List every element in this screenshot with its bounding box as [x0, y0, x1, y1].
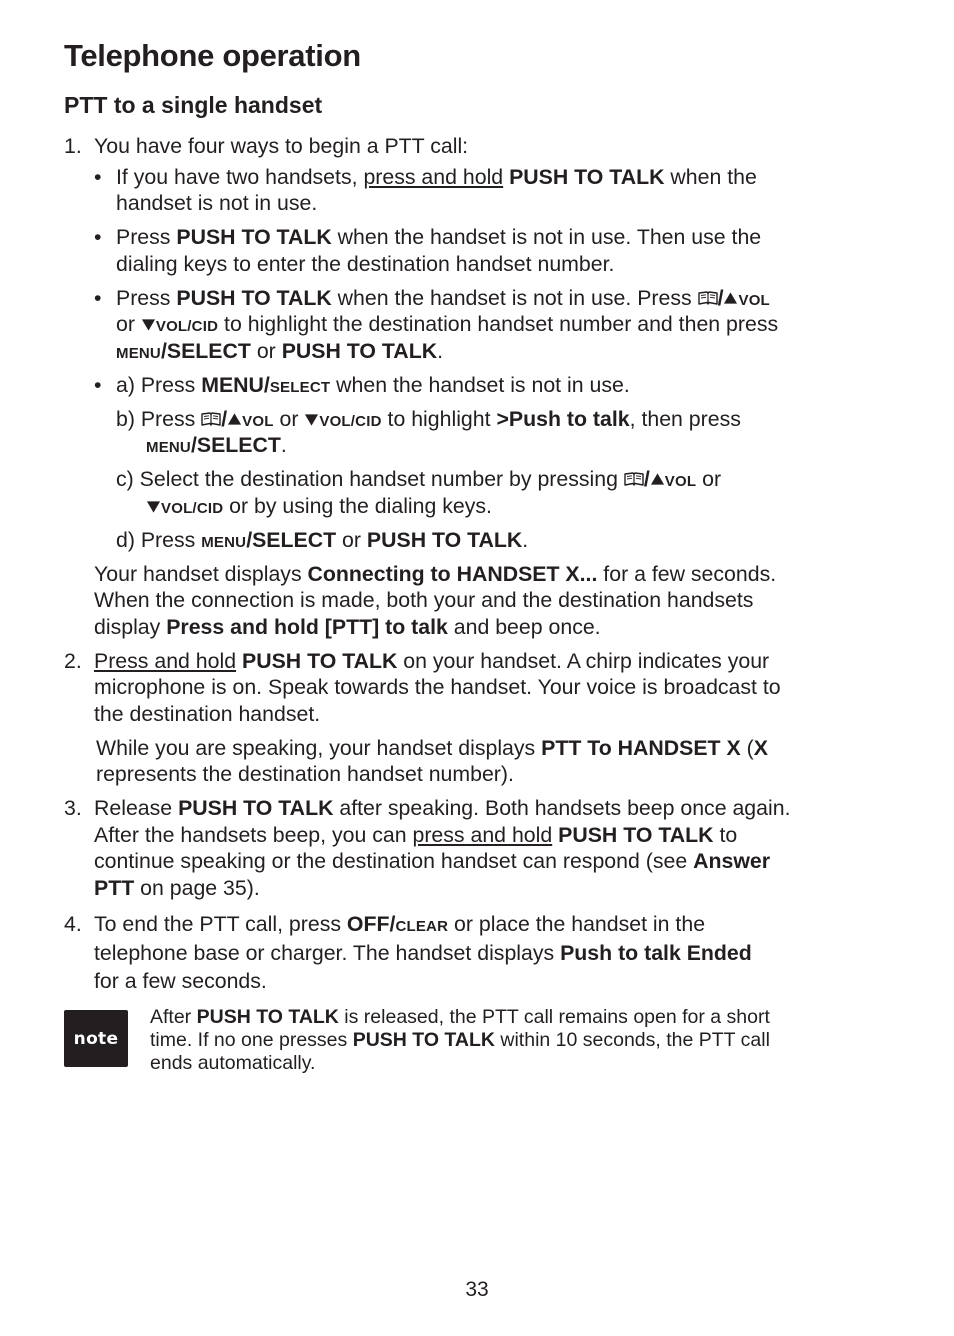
- step-2-para-2-line-1: While you are speaking, your handset displays PTT To HANDSET X (X: [96, 736, 768, 760]
- phonebook-icon: [698, 290, 718, 306]
- bullet-3-line-3: MENU/SELECT or PUSH TO TALK.: [116, 339, 443, 363]
- step-3-line-4: PTT on page 35).: [94, 876, 260, 900]
- bullet-3-line-1: Press PUSH TO TALK when the handset is not in use. Press / VOL: [116, 286, 770, 310]
- note-line-2: time. If no one presses PUSH TO TALK within 10 seconds, the PTT call: [150, 1029, 770, 1051]
- step-2-line-3: the destination handset.: [94, 702, 321, 726]
- note-badge: [64, 1010, 128, 1067]
- bullet-4-sub-a: a) Press MENU/SELECT when the handset is not in use.: [116, 373, 630, 397]
- step-3-line-2: After the handsets beep, you can press and hold PUSH TO TALK to: [94, 823, 738, 847]
- step-2-line-2: microphone is on. Speak towards the handset. Your voice is broadcast to: [94, 675, 781, 699]
- up-arrow-icon: [650, 472, 665, 486]
- down-arrow-icon: [141, 318, 156, 332]
- note-label: note: [73, 1028, 119, 1049]
- step-4-line-3: for a few seconds.: [94, 969, 267, 993]
- section-title: PTT to a single handset: [64, 92, 323, 118]
- bullet-4-sub-b: b) Press / VOL or VOL/CID to highlight >Push to talk, then press: [116, 407, 741, 431]
- step-number: 1.: [64, 134, 82, 158]
- page-number: 33: [465, 1278, 489, 1301]
- step-number: 4.: [64, 912, 82, 936]
- step-2-line-1: Press and hold PUSH TO TALK on your handset. A chirp indicates your: [94, 649, 770, 673]
- step-4-line-2: telephone base or charger. The handset displays Push to talk Ended: [94, 941, 752, 965]
- step-number: 3.: [64, 796, 82, 820]
- bullet-marker: •: [94, 165, 102, 189]
- up-arrow-icon: [723, 291, 738, 305]
- note-line-3: ends automatically.: [150, 1052, 316, 1074]
- phonebook-icon: [201, 411, 221, 427]
- step-2-para-2-line-2: represents the destination handset number).: [96, 762, 514, 786]
- step-4-line-1: To end the PTT call, press OFF/CLEAR or place the handset in the: [94, 912, 706, 936]
- bullet-marker: •: [94, 225, 102, 249]
- down-arrow-icon: [304, 413, 319, 427]
- phonebook-icon: [624, 471, 644, 487]
- bullet-2-line-1: Press PUSH TO TALK when the handset is not in use. Then use the: [116, 225, 762, 249]
- bullet-4-sub-d: d) Press MENU/SELECT or PUSH TO TALK.: [116, 528, 529, 552]
- page-title: Telephone operation: [64, 38, 361, 73]
- note-text: [150, 1006, 770, 1075]
- display-line-3: display Press and hold [PTT] to talk and beep once.: [94, 615, 601, 639]
- bullet-4-sub-c-line-2: VOL/CID or by using the dialing keys.: [146, 493, 492, 523]
- step-1-intro: You have four ways to begin a PTT call:: [94, 134, 469, 158]
- bullet-3-line-2: or VOL/CID to highlight the destination handset number and then press: [116, 312, 779, 336]
- display-line-1: Your handset displays Connecting to HANDSET X... for a few seconds.: [94, 562, 777, 586]
- step-number: 2.: [64, 649, 82, 673]
- bullet-4-sub-c: c) Select the destination handset number by pressing / VOL or: [116, 467, 722, 491]
- down-arrow-icon: [146, 500, 161, 514]
- bullet-1-line-1: If you have two handsets, press and hold PUSH TO TALK when the: [116, 165, 757, 189]
- note-line-1: After PUSH TO TALK is released, the PTT call remains open for a short: [150, 1006, 770, 1028]
- step-3-line-1: Release PUSH TO TALK after speaking. Both handsets beep once again.: [94, 796, 791, 820]
- bullet-marker: •: [94, 373, 102, 397]
- step-3-line-3: continue speaking or the destination handset can respond (see Answer: [94, 849, 771, 873]
- bullet-1-line-2: handset is not in use.: [116, 191, 318, 215]
- display-line-2: When the connection is made, both your and the destination handsets: [94, 588, 754, 612]
- bullet-marker: •: [94, 286, 102, 310]
- up-arrow-icon: [227, 412, 242, 426]
- bullet-2-line-2: dialing keys to enter the destination handset number.: [116, 252, 615, 276]
- bullet-4-sub-b-line-2: MENU/SELECT.: [146, 433, 287, 457]
